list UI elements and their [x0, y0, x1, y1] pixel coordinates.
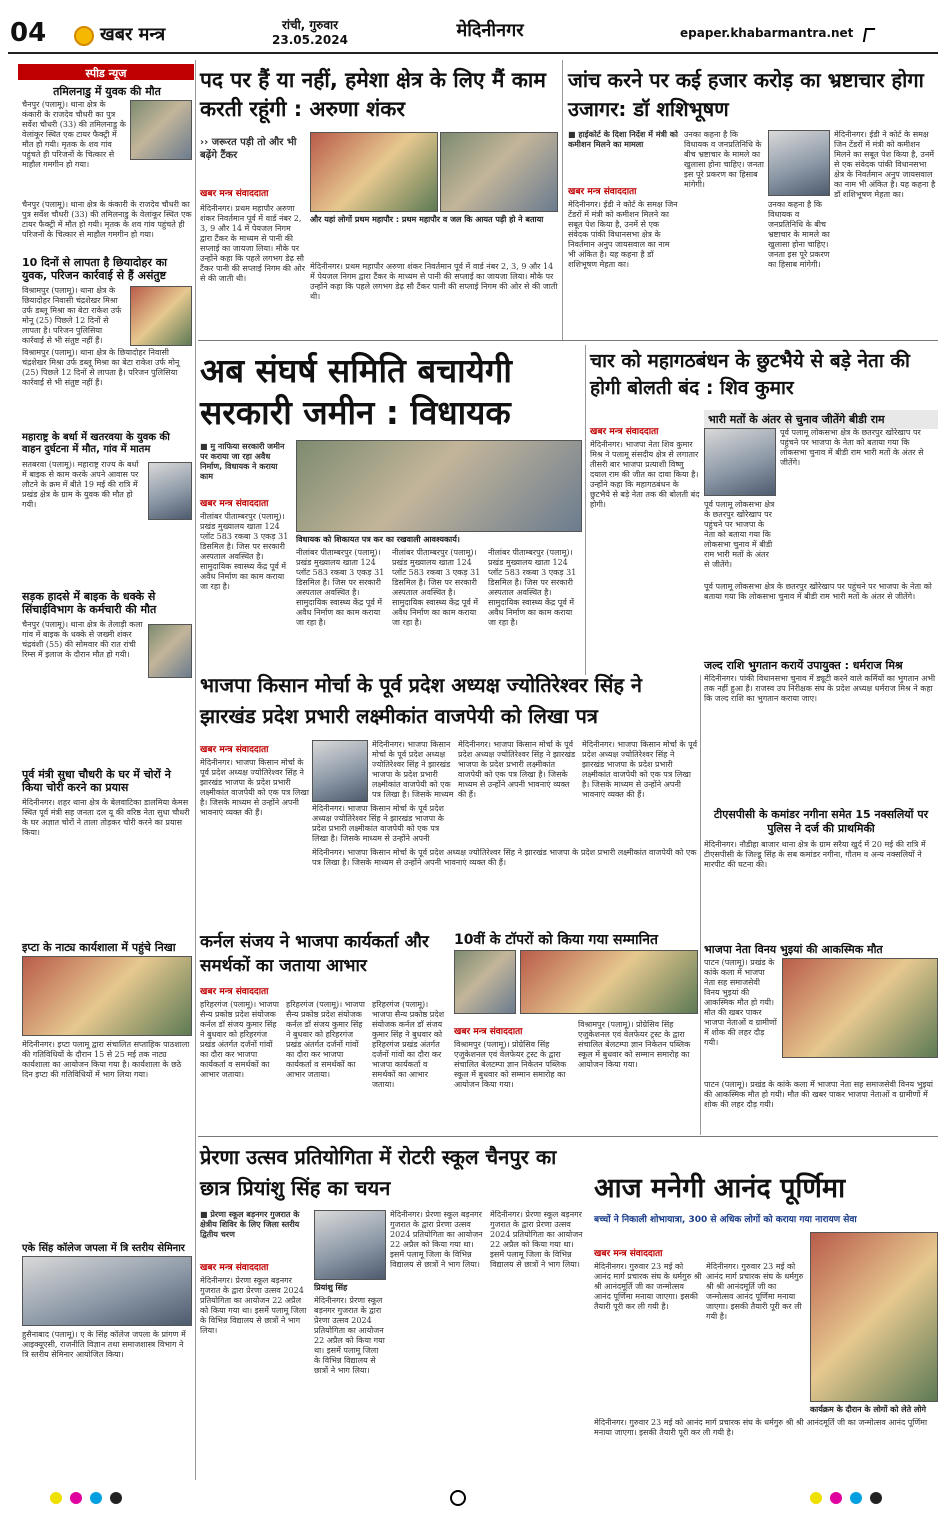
headline: प्रेरणा उत्सव प्रतियोगिता में रोटरी स्कूल चैनपुर का छात्र प्रियांशु सिंह का चयन	[200, 1145, 557, 1200]
byline: खबर मन्त्र संवाददाता	[200, 1263, 269, 1273]
crosshair-icon	[450, 1490, 466, 1506]
news-photo	[130, 100, 192, 160]
column-rule	[700, 675, 701, 1135]
article-text: मेदिनीनगर। गुरुवार 23 मई को आनंद मार्ग प्रचारक संघ के धर्मगुरु श्री श्री आनंदमूर्ति जी का जन्मोत्सव आनंद पूर्णिमा मनाया जाएगा। इसकी तैयारी पूरी कर ली गयी है।	[594, 1262, 702, 1311]
bullet-point: ■ मु नाफिया सरकारी जमीन पर कराया जा रहा अवैध निर्माण, विधायक ने कराया काम	[200, 442, 285, 481]
article-text: मेदिनीनगर। भाजपा किसान मोर्चा के पूर्व प्रदेश अध्यक्ष ज्योतिरेश्वर सिंह ने झारखंड भाजपा के प्रदेश प्रभारी लक्ष्मीकांत वाजपेयी को एक पत्र लिखा है। जिसके माध्यम से उन्होंने अपनी भावनाएं व्यक्त की हैं।	[200, 758, 309, 817]
color-dot	[70, 1492, 82, 1504]
article-text: नीलांबर पीताम्बरपुर (पलामू)। प्रखंड मुख्यालय खाता 124 प्लॉट 583 रकबा 3 एकड़ 31 डिसमिल है। जिस पर सरकारी अस्पताल अवस्थित है। सामुदायिक स्वास्थ्य केंद्र पूर्व में अवैध निर्माण का काम कराया जा रहा है।	[488, 548, 577, 627]
article-text: चैनपुर (पलामू)। थाना क्षेत्र के कंकारी के राजदेव चौधरी का पुत्र सर्वेश चौधरी (33) की तमिलनाडु के वेलांकूर स्थित एक टायर फैक्ट्री में मौत हो गयी। मृतक के शव गांव पहुंचते ही परिजनों के चित्कार से माहौल गमगीन हो गया।	[22, 100, 126, 169]
color-dot	[850, 1492, 862, 1504]
headline: जांच करने पर कई हजार करोड़ का भ्रष्टाचार होगा उजागर: डॉ शशिभूषण	[568, 68, 924, 121]
article-text: विश्रामपुर (पलामू)। प्रोग्रेसिव सिंह एजुकेशनल एवं वेलफेयर ट्रस्ट के द्वारा संचालित बेलटम्पा ज्ञान निकेतन पब्लिक स्कूल में बुधवार को सम्मान समारोह का आयोजन किया गया।	[578, 1020, 691, 1069]
article-text: नीलांबर पीताम्बरपुर (पलामू)। प्रखंड मुख्यालय खाता 124 प्लॉट 583 रकबा 3 एकड़ 31 डिसमिल है। जिस पर सरकारी अस्पताल अवस्थित है। सामुदायिक स्वास्थ्य केंद्र पूर्व में अवैध निर्माण का काम कराया जा रहा है।	[296, 548, 385, 627]
article-text: उनका कहना है कि विधायक व जनप्रतिनिधि के बीच भ्रष्टाचार के मामले का खुलासा होना चाहिए। जनता इस पूरे प्रकरण का हिसाब मांगेगी।	[768, 200, 830, 269]
column-rule	[562, 60, 563, 340]
article-text: सतबरवा (पलामू)। महाराष्ट्र राज्य के बर्धा में बाइक से काम करके अपने आवास पर लौटने के क्रम में बीते 19 मई की रात्रि में प्रखंड क्षेत्र के ग्राम के युवक की मौत हो गयी।	[22, 460, 139, 509]
article-text: पूर्व पलामू लोकसभा क्षेत्र के छतरपुर खोरेखाप पर पहुंचने पर भाजपा के नेता को बताया गया कि लोकसभा चुनाव में बीडी राम भारी मतों के अंतर से जीतेंगे।	[780, 428, 924, 467]
photo-caption: प्रियांशु सिंह	[314, 1283, 348, 1292]
byline: खबर मन्त्र संवाददाता	[594, 1249, 663, 1259]
headline: चार को महागठबंधन के छुटभैये से बड़े नेता की होगी बोलती बंद : शिव कुमार	[590, 350, 910, 399]
byline: खबर मन्त्र संवाददाता	[200, 189, 269, 199]
bullet-point: ■ प्रेरणा स्कूल बड़नगर गुजरात के क्षेत्रीय शिविर के लिए जिला स्तरीय द्वितीय चरण	[200, 1210, 300, 1239]
headline: महाराष्ट्र के बर्धा में खतरवया के युवक की वाहन दुर्घटना में मौत, गांव में मातम	[22, 432, 170, 455]
color-dot	[870, 1492, 882, 1504]
headline: सड़क हादसे में बाइक के धक्के से सिंचाईविभाग के कर्मचारी की मौत	[22, 590, 157, 616]
column-rule	[585, 345, 586, 675]
article-text: चैनपुर (पलामू)। थाना क्षेत्र के तेलाड़ी कला गांव में बाइक के धक्के से जख्मी शंकर चंद्रवंशी (55) की सोमवार की रात रांची रिम्स में इलाज के दौरान मौत हो गयी।	[22, 620, 143, 659]
color-dot	[50, 1492, 62, 1504]
portrait-photo	[704, 428, 776, 496]
portrait-photo	[768, 130, 830, 196]
article-text: मेदिनीनगर। भाजपा किसान मोर्चा के पूर्व प्रदेश अध्यक्ष ज्योतिरेश्वर सिंह ने झारखंड भाजपा के प्रदेश प्रभारी लक्ष्मीकांत वाजपेयी को एक पत्र लिखा है। जिसके माध्यम	[372, 740, 454, 799]
cursor-icon	[863, 28, 875, 42]
subheadline: बच्चों ने निकाली शोभायात्रा, 300 से अधिक लोगों को कराया गया नारायण सेवा	[594, 1215, 857, 1225]
registration-marks	[0, 1486, 945, 1510]
article-text: मेदिनीनगर। पांकी विधानसभा चुनाव में ड्यूटी करने वाले कर्मियों का भुगतान अभी तक नहीं हुआ है। राजस्व उप निरीक्षक संघ के प्रदेश अध्यक्ष धर्मराज मिश्र ने कहा कि जल्द राशि का भुगतान कराया जाए।	[704, 674, 936, 703]
headline: पूर्व मंत्री सुधा चौधरी के घर में चोरों ने किया चोरी करने का प्रयास	[22, 768, 171, 794]
photo-caption: विधायक को शिकायत पत्र कर का रखवाली आवश्यकार्य।	[296, 535, 460, 544]
article-text: मेदिनीनगर। भाजपा किसान मोर्चा के पूर्व प्रदेश अध्यक्ष ज्योतिरेश्वर सिंह ने झारखंड भाजपा के प्रदेश प्रभारी लक्ष्मीकांत वाजपेयी को एक पत्र लिखा है। जिसके माध्यम से उन्होंने अपनी	[312, 804, 444, 843]
article-text: हरिहरगंज (पलामू)। भाजपा सैन्य प्रकोष्ठ प्रदेश संयोजक कर्नल डॉ संजय कुमार सिंह ने बुधवार को हरिहरगंज प्रखंड अंतर्गत दर्जनों गांवों का दौरा कर भाजपा कार्यकर्ता व समर्थकों का आभार जताया।	[286, 1000, 365, 1079]
header-rule	[8, 52, 938, 54]
news-photo	[22, 956, 192, 1036]
color-dot	[90, 1492, 102, 1504]
headline: भाजपा किसान मोर्चा के पूर्व प्रदेश अध्यक्ष ज्योतिरेश्वर सिंह ने झारखंड प्रदेश प्रभारी लक्ष्मीकांत वाजपेयी को लिखा पत्र	[200, 673, 643, 728]
city-day: रांची, गुरुवार	[281, 18, 339, 32]
byline: खबर मन्त्र संवाददाता	[200, 987, 269, 997]
article-text: नीलांबर पीताम्बरपुर (पलामू)। प्रखंड मुख्यालय खाता 124 प्लॉट 583 रकबा 3 एकड़ 31 डिसमिल है। जिस पर सरकारी अस्पताल अवस्थित है। सामुदायिक स्वास्थ्य केंद्र पूर्व में अवैध निर्माण का काम कराया जा रहा है।	[392, 548, 481, 627]
news-photo	[22, 1256, 192, 1326]
section-rule	[198, 340, 938, 341]
news-photo	[520, 950, 698, 1014]
article-text: मेदिनीनगर। प्रेरणा स्कूल बड़नगर गुजरात के द्वारा प्रेरणा उत्सव 2024 प्रतियोगिता का आयोजन 22 अप्रैल को किया गया था। इसमें पलामू जिला के विभिन्न विद्यालय से छात्रों ने भाग लिया।	[314, 1296, 385, 1375]
article-text: मेदिनीनगर। भाजपा किसान मोर्चा के पूर्व प्रदेश अध्यक्ष ज्योतिरेश्वर सिंह ने झारखंड भाजपा के प्रदेश प्रभारी लक्ष्मीकांत वाजपेयी को एक पत्र लिखा है। जिसके माध्यम से उन्होंने अपनी भावनाएं व्यक्त की हैं।	[458, 740, 576, 799]
headline: तमिलनाडु में युवक की मौत	[53, 85, 161, 98]
date: 23.05.2024	[272, 33, 348, 47]
news-photo	[296, 440, 582, 532]
portrait-photo	[312, 740, 368, 802]
photo-caption: कार्यक्रम के दौरान के लोगों को लेते लोगे	[810, 1405, 926, 1414]
color-dot	[110, 1492, 122, 1504]
byline: खबर मन्त्र संवाददाता	[568, 187, 637, 197]
news-photo	[310, 132, 438, 212]
bullet-point: ■ हाईकोर्ट के दिशा निर्देश में मंत्री को कमीशन मिलने का मामला	[568, 130, 678, 149]
article-text: मेदिनीनगर। गुरुवार 23 मई को आनंद मार्ग प्रचारक संघ के धर्मगुरु श्री श्री आनंदमूर्ति जी का जन्मोत्सव आनंद पूर्णिमा मनाया जाएगा। इसकी तैयारी पूरी कर ली गयी है।	[594, 1418, 928, 1437]
headline: 10वीं के टॉपरों को किया गया सम्मानित	[454, 932, 659, 948]
article-text: मेदिनीनगर। भाजपा नेता शिव कुमार मिश्र ने पलामू संसदीय क्षेत्र से लगातार तीसरी बार भाजपा प्रत्याशी विष्णु दयाल राम की जीत का दावा किया है। उन्होंने कहा कि महागठबंधन के छुटभैये से बड़े नेता तक की बोलती बंद होगी।	[590, 440, 700, 509]
article-text: मेदिनीनगर। भाजपा किसान मोर्चा के पूर्व प्रदेश अध्यक्ष ज्योतिरेश्वर सिंह ने झारखंड भाजपा के प्रदेश प्रभारी लक्ष्मीकांत वाजपेयी को एक पत्र लिखा है। जिसके माध्यम से उन्होंने अपनी भावनाएं व्यक्त की हैं।	[312, 848, 697, 867]
section-name: मेदिनीनगर	[456, 20, 524, 41]
headline: आज मनेगी आनंद पूर्णिमा	[594, 1173, 846, 1204]
article-text: चैनपुर (पलामू)। थाना क्षेत्र के कंकारी के राजदेव चौधरी का पुत्र सर्वेश चौधरी (33) की तमिलनाडु के वेलांकूर स्थित एक टायर फैक्ट्री में मौत हो गयी। मृतक के शव गांव पहुंचते ही परिजनों के चित्कार से माहौल गमगीन हो गया।	[22, 200, 192, 239]
article-text: मेदिनीनगर। नौडीहा बाजार थाना क्षेत्र के ग्राम सरैया खुर्द में 20 मई की रात्रि में टीएसपीसी के जिल्डू सिंह के सब कमांडर नगीना, गौतम व अन्य नक्सलियों ने मारपीट की घटना की।	[704, 840, 926, 869]
headline: एके सिंह कॉलेज जपला में त्रि स्तरीय सेमिनार	[22, 1243, 185, 1254]
headline: इप्टा के नाट्य कार्यशाला में पहुंचे निखा	[22, 941, 176, 954]
news-photo	[454, 950, 516, 1014]
byline: खबर मन्त्र संवाददाता	[200, 745, 269, 755]
dateline	[235, 18, 385, 48]
section-rule	[198, 1136, 938, 1137]
color-dot	[810, 1492, 822, 1504]
article-text: मेदिनीनगर। प्रेरणा स्कूल बड़नगर गुजरात के द्वारा प्रेरणा उत्सव 2024 प्रतियोगिता का आयोजन 22 अप्रैल को किया गया था। इसमें पलामू जिला के विभिन्न विद्यालय से छात्रों ने भाग लिया।	[490, 1210, 583, 1269]
news-photo	[440, 132, 558, 212]
news-photo	[810, 1232, 938, 1402]
article-text: उनका कहना है कि विधायक व जनप्रतिनिधि के बीच भ्रष्टाचार के मामले का खुलासा होना चाहिए। जनता इस पूरे प्रकरण का हिसाब मांगेगी।	[684, 130, 764, 189]
article-text: मेदिनीनगर। शहर थाना क्षेत्र के बेलवाटिका डालमिया केमस स्थित पूर्व मंत्री सह जनता दल यू की वरिष्ठ नेता सुधा चौधरी के घर अज्ञात चोरों ने ताला तोड़कर चोरी करने का प्रयास किया।	[22, 798, 190, 837]
headline: कर्नल संजय ने भाजपा कार्यकर्ता और समर्थकों का जताया आभार	[200, 932, 429, 976]
subheadline: ›› जरूरत पड़ी तो और भी बढ़ेंगे टैंकर	[200, 137, 297, 161]
portrait-photo	[314, 1210, 386, 1280]
box-headline: जल्द राशि भुगतान करायें उपायुक्त : धर्मराज मिश्र	[704, 659, 903, 672]
article-text: मेदिनीनगर। गुरुवार 23 मई को आनंद मार्ग प्रचारक संघ के धर्मगुरु श्री श्री आनंदमूर्ति जी का जन्मोत्सव आनंद पूर्णिमा मनाया जाएगा। इसकी तैयारी पूरी कर ली गयी है।	[706, 1262, 804, 1321]
headline: पद पर हैं या नहीं, हमेशा क्षेत्र के लिए मैं काम करती रहूंगी : अरुणा शंकर	[200, 68, 546, 121]
article-text: नीलांबर पीताम्बरपुर (पलामू)। प्रखंड मुख्यालय खाता 124 प्लॉट 583 रकबा 3 एकड़ 31 डिसमिल है। जिस पर सरकारी अस्पताल अवस्थित है। सामुदायिक स्वास्थ्य केंद्र पूर्व में अवैध निर्माण का काम कराया जा रहा है।	[200, 512, 289, 591]
epaper-link[interactable]: epaper.khabarmantra.net	[680, 26, 854, 40]
headline: अब संघर्ष समिति बचायेगी सरकारी जमीन : विधायक	[200, 351, 512, 432]
article-text: पूर्व पलामू लोकसभा क्षेत्र के छतरपुर खोरेखाप पर पहुंचने पर भाजपा के नेता को बताया गया कि लोकसभा चुनाव में बीडी राम भारी मतों के अंतर से जीतेंगे।	[704, 500, 775, 569]
byline: खबर मन्त्र संवाददाता	[454, 1027, 523, 1037]
news-photo	[130, 286, 192, 346]
box-headline: टीएसपीसी के कमांडर नगीना समेत 15 नक्सलियों पर पुलिस ने दर्ज की प्राथमिकी	[713, 808, 929, 835]
news-photo	[148, 624, 192, 678]
color-dot	[830, 1492, 842, 1504]
article-text: हरिहरगंज (पलामू)। भाजपा सैन्य प्रकोष्ठ प्रदेश संयोजक कर्नल डॉ संजय कुमार सिंह ने बुधवार को हरिहरगंज प्रखंड अंतर्गत दर्जनों गांवों का दौरा कर भाजपा कार्यकर्ता व समर्थकों का आभार जताया।	[372, 1000, 445, 1089]
article-text: मेदिनीनगर। प्रेरणा स्कूल बड़नगर गुजरात के द्वारा प्रेरणा उत्सव 2024 प्रतियोगिता का आयोजन 22 अप्रैल को किया गया था। इसमें पलामू जिला के विभिन्न विद्यालय से छात्रों ने भाग लिया।	[200, 1276, 307, 1335]
article-text: पूर्व पलामू लोकसभा क्षेत्र के छतरपुर खोरेखाप पर पहुंचने पर भाजपा के नेता को बताया गया कि लोकसभा चुनाव में बीडी राम भारी मतों के अंतर से जीतेंगे।	[704, 582, 932, 601]
article-text: पाटन (पलामू)। प्रखंड के कांके कला में भाजपा नेता सह समाजसेवी विनय भुइयां की आकस्मिक मौत हो गयी। मौत की खबर पाकर भाजपा नेताओं व ग्रामीणों में शोक की लहर दौड़ गयी।	[704, 1080, 933, 1109]
byline: खबर मन्त्र संवाददाता	[590, 427, 659, 437]
byline: खबर मन्त्र संवाददाता	[200, 499, 269, 509]
article-text: पाटन (पलामू)। प्रखंड के कांके कला में भाजपा नेता सह समाजसेवी विनय भुइयां की आकस्मिक मौत हो गयी। मौत की खबर पाकर भाजपा नेताओं व ग्रामीणों में शोक की लहर दौड़ गयी।	[704, 958, 777, 1047]
paper-name: खबर मन्त्र	[100, 24, 166, 45]
box-headline: भाजपा नेता विनय भुइयां की आकस्मिक मौत	[704, 943, 883, 956]
news-photo	[782, 958, 938, 1058]
box-headline: भारी मतों के अंतर से चुनाव जीतेंगे बीडी राम	[704, 410, 938, 429]
photo-caption: और यहां लोगों प्रथम महापौर : प्रथम महापौर व जल कि आयत पड़ी हो ने बताया	[310, 215, 544, 224]
article-text: मेदिनीनगर। भाजपा किसान मोर्चा के पूर्व प्रदेश अध्यक्ष ज्योतिरेश्वर सिंह ने झारखंड भाजपा के प्रदेश प्रभारी लक्ष्मीकांत वाजपेयी को एक पत्र लिखा है। जिसके माध्यम से उन्होंने अपनी भावनाएं व्यक्त की हैं।	[582, 740, 698, 799]
headline: 10 दिनों से लापता है छियादोहर का युवक, परिजन कार्रवाई से हैं असंतुष्ट	[22, 256, 167, 282]
column-rule	[195, 60, 196, 1480]
page-number: 04	[10, 18, 47, 48]
article-text: हरिहरगंज (पलामू)। भाजपा सैन्य प्रकोष्ठ प्रदेश संयोजक कर्नल डॉ संजय कुमार सिंह ने बुधवार को हरिहरगंज प्रखंड अंतर्गत दर्जनों गांवों का दौरा कर भाजपा कार्यकर्ता व समर्थकों का आभार जताया।	[200, 1000, 279, 1079]
speed-news-tag: स्पीड न्यूज	[18, 64, 194, 80]
article-text: विश्रामपुर (पलामू)। थाना क्षेत्र के छियादोहर निवासी चंद्रशेखर मिश्रा उर्फ डब्लू मिश्रा का बेटा राकेश उर्फ मोनू (25) पिछले 12 दिनों से लापता है। परिजन पुलिसिया कार्रवाई से भी संतुष्ट नहीं हैं।	[22, 286, 122, 345]
logo-icon	[74, 26, 94, 46]
article-text: मेदिनीनगर। प्रथम महापौर अरुणा शंकर निवर्तमान पूर्व में वार्ड नंबर 2, 3, 9 और 14 में पेयजल निगम द्वारा टैंकर के माध्यम से पानी की सप्लाई का जायजा लिया। मौके पर उन्होंने कहा कि पहले लगभग डेढ़ सौ टैंकर पानी की सप्लाई निगम की ओर से की जाती थी।	[200, 204, 305, 283]
article-text: मेदिनीनगर। ईडी ने कोर्ट के समक्ष जिन टेंडरों में मंत्री को कमीशन मिलने का सबूत पेश किया है, उनमें से एक संवेदक पांकी विधानसभा क्षेत्र के निवर्तमान अनुप जायसवाल का नाम भी अंकित है। यह कहना है डॉ शशिभूषण मेहता का।	[568, 200, 678, 269]
article-text: मेदिनीनगर। प्रथम महापौर अरुणा शंकर निवर्तमान पूर्व में वार्ड नंबर 2, 3, 9 और 14 में पेयजल निगम द्वारा टैंकर के माध्यम से पानी की सप्लाई का जायजा लिया। मौके पर उन्होंने कहा कि पहले लगभग डेढ़ सौ टैंकर पानी की सप्लाई निगम की ओर से की जाती थी।	[310, 262, 558, 301]
news-photo	[148, 462, 192, 520]
article-text: विश्रामपुर (पलामू)। थाना क्षेत्र के छियादोहर निवासी चंद्रशेखर मिश्रा उर्फ डब्लू मिश्रा का बेटा राकेश उर्फ मोनू (25) पिछले 12 दिनों से लापता है। परिजन पुलिसिया कार्रवाई से भी संतुष्ट नहीं हैं।	[22, 348, 180, 387]
article-text: विश्रामपुर (पलामू)। प्रोग्रेसिव सिंह एजुकेशनल एवं वेलफेयर ट्रस्ट के द्वारा संचालित बेलटम्पा ज्ञान निकेतन पब्लिक स्कूल में बुधवार को सम्मान समारोह का आयोजन किया गया।	[454, 1040, 567, 1089]
article-text: मेदिनीनगर। ईडी ने कोर्ट के समक्ष जिन टेंडरों में मंत्री को कमीशन मिलने का सबूत पेश किया है, उनमें से एक संवेदक पांकी विधानसभा क्षेत्र के निवर्तमान अनुप जायसवाल का नाम भी अंकित है। यह कहना है डॉ शशिभूषण मेहता का।	[834, 130, 936, 199]
article-text: हुसैनाबाद (पलामू)। ए के सिंह कॉलेज जपला के प्रांगण में आइक्यूएसी, राजनीति विज्ञान तथा समाजशास्त्र विभाग ने त्रि स्तरीय सेमिनार आयोजित किया।	[22, 1330, 186, 1359]
article-text: मेदिनीनगर। इप्टा पलामू द्वारा संचालित सप्ताहिक पाठशाला की गतिविधियों के दौरान 15 से 25 मई तक नाट्य कार्यशाला का आयोजन किया गया है। कार्यशाला के छठे दिन इप्टा की गतिविधियों में भाग लिया गया।	[22, 1040, 190, 1079]
article-text: मेदिनीनगर। प्रेरणा स्कूल बड़नगर गुजरात के द्वारा प्रेरणा उत्सव 2024 प्रतियोगिता का आयोजन 22 अप्रैल को किया गया था। इसमें पलामू जिला के विभिन्न विद्यालय से छात्रों ने भाग लिया।	[390, 1210, 483, 1269]
